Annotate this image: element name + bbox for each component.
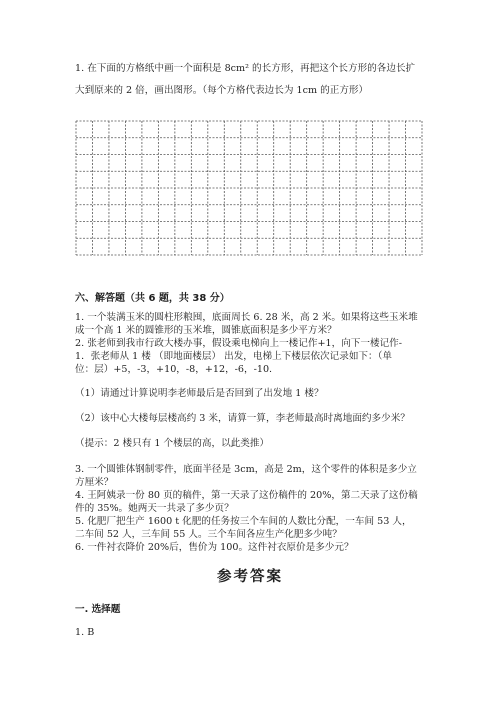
problem-line: 4. 王阿姨录一份 80 页的稿件，第一天录了这份稿件的 20%，第二天录了这份稿 [75, 490, 418, 501]
problem-line: 成一个高 1 米的圆锥形的玉米堆，圆锥底面积是多少平方米？ [75, 325, 337, 336]
problem-line: 位：层）+5，-3，+10，-8，+12，-6，-10. [75, 364, 273, 375]
section-6-heading: 六、解答题（共 6 题，共 38 分） [75, 293, 230, 304]
problem-line: 1. 一个装满玉米的圆柱形粮囤，底面周长 6. 28 米，高 2 米。如果将这些玉米堆 [75, 312, 418, 323]
problem-line: 5. 化肥厂把生产 1600 t 化肥的任务按三个车间的人数比分配，一车间 53 人， [75, 516, 412, 527]
problem-line: 2. 张老师到我市行政大楼办事，假设乘电梯向上一楼记作+1，向下一楼记作- [75, 338, 402, 349]
answer-key-title: 参考答案 [217, 568, 283, 585]
hint-text: （提示：2 楼只有 1 个楼层的高，以此类推） [75, 438, 270, 449]
subquestion-2: （2）该中心大楼每层楼高约 3 米，请算一算，李老师最高时离地面约多少米？ [75, 413, 410, 424]
subquestion-1: （1）请通过计算说明李老师最后是否回到了出发地 1 楼？ [75, 388, 324, 399]
problem-line: 二车间 52 人，三车间 55 人。三个车间各应生产化肥多少吨？ [75, 529, 342, 540]
problem-line: 1．张老师从 1 楼 （即地面楼层） 出发，电梯上下楼层依次记录如下：（单 [75, 351, 393, 362]
q1-line-1: 1. 在下面的方格纸中画一个面积是 8cm² 的长方形，再把这个长方形的各边长扩 [75, 63, 416, 74]
problem-line: 件的 35%。她两天一共录了多少页？ [75, 503, 234, 514]
problem-line: 方厘米？ [75, 477, 114, 488]
answer-1: 1. B [75, 627, 95, 638]
answer-section-heading: 一. 选择题 [75, 604, 121, 615]
problem-line: 6. 一件衬衣降价 20%后，售价为 100。这件衬衣原价是多少元？ [75, 542, 354, 553]
grid-lines [75, 120, 423, 256]
problem-line: 3. 一个圆锥体钢制零件，底面半径是 3cm，高是 2m，这个零件的体积是多少立 [75, 464, 417, 475]
grid-paper [75, 120, 423, 256]
q1-line-2: 大到原来的 2 倍，画出图形。（每个方格代表边长为 1cm 的正方形） [75, 85, 369, 96]
